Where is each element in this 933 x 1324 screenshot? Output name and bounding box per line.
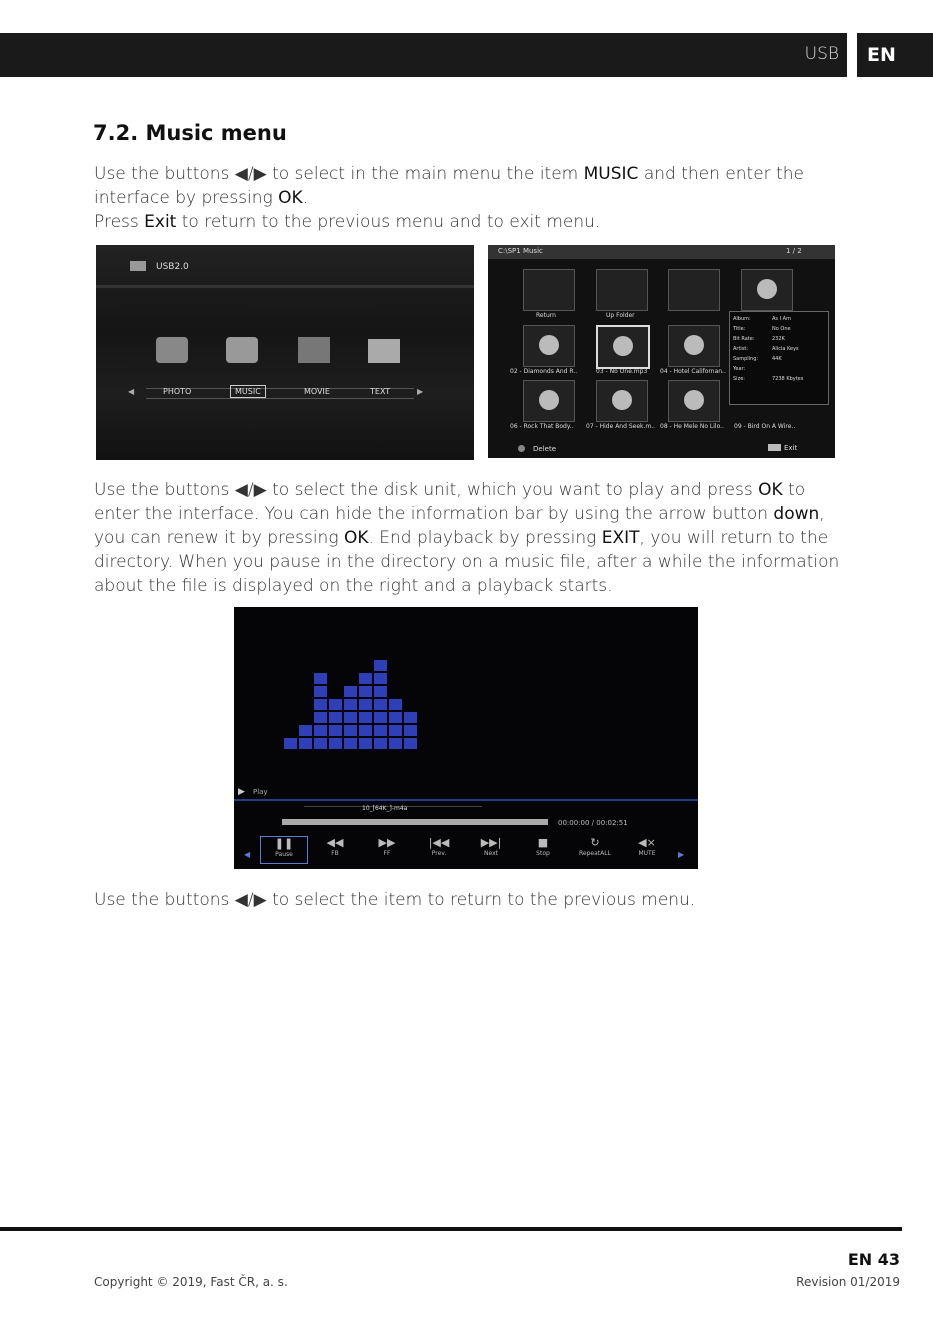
- eq-segment: [359, 738, 372, 749]
- play-state: Play: [253, 788, 268, 796]
- eq-segment: [389, 699, 402, 710]
- page-number: EN 43: [847, 1250, 900, 1269]
- folder-path: C:\SP1 Music: [498, 247, 543, 255]
- control-label: MUTE: [638, 850, 656, 857]
- eq-segment: [389, 725, 402, 736]
- revision: Revision 01/2019: [796, 1275, 900, 1289]
- instructions-paragraph: Use the buttons ◀/▶ to select the disk unit, which you want to play and press OK to enter the interface. You can hide the information bar by using the arrow button down, you can renew it by pressing OK. End playback by pressing EXIT, you will return to the directory. When you pause in the directory on a music file, after a while the information about the file is displayed on the right and a playback starts.: [94, 480, 840, 596]
- eq-segment: [374, 673, 387, 684]
- music-icon: [226, 337, 258, 363]
- control-stop-button[interactable]: [520, 836, 566, 862]
- menu-item-music[interactable]: MUSIC: [230, 385, 266, 398]
- ff-icon: ▶▶: [378, 836, 396, 849]
- eq-segment: [389, 712, 402, 723]
- footer-divider: [0, 1227, 902, 1231]
- eq-segment: [344, 725, 357, 736]
- pause-icon: ❚❚: [274, 837, 294, 850]
- info-key: Album:: [733, 316, 751, 322]
- eq-segment: [344, 738, 357, 749]
- info-value: 7238 Kbytes: [772, 376, 804, 382]
- eq-segment: [374, 738, 387, 749]
- tile-label: 07 - Hide And Seek.m..: [586, 423, 656, 430]
- file-tile[interactable]: [523, 325, 575, 367]
- eq-segment: [314, 712, 327, 723]
- eq-segment: [374, 686, 387, 697]
- control-label: FB: [331, 850, 339, 857]
- info-key: Artist:: [733, 346, 749, 352]
- control-fb-button[interactable]: [312, 836, 358, 862]
- info-key: Bit Rate:: [733, 336, 755, 342]
- eq-segment: [404, 725, 417, 736]
- info-value: No One: [772, 326, 791, 332]
- tile-label: 03 - No One.mp3: [596, 368, 648, 375]
- stop-icon: ■: [537, 836, 549, 849]
- eq-segment: [314, 699, 327, 710]
- control-label: Pause: [275, 851, 293, 858]
- usb-icon: [130, 261, 146, 271]
- track-filename: 10_[64K_]-m4a: [362, 805, 408, 812]
- control-label: Next: [484, 850, 498, 857]
- folder-tile[interactable]: [668, 269, 720, 311]
- menu-item-text[interactable]: TEXT: [370, 387, 391, 396]
- usb-title: USB2.0: [156, 262, 189, 272]
- eq-segment: [344, 686, 357, 697]
- control-prev-button[interactable]: [416, 836, 462, 862]
- repeatall-icon: ↻: [590, 836, 600, 849]
- menu-item-movie[interactable]: MOVIE: [304, 387, 330, 396]
- eq-segment: [359, 725, 372, 736]
- info-key: Sampling:: [733, 356, 759, 362]
- eq-segment: [284, 738, 297, 749]
- control-label: Prev.: [431, 850, 447, 857]
- menu-item-photo[interactable]: PHOTO: [163, 387, 192, 396]
- file-tile-selected[interactable]: [596, 325, 650, 369]
- up-folder-tile[interactable]: [596, 269, 648, 311]
- file-tile[interactable]: [668, 380, 720, 422]
- file-tile[interactable]: [668, 325, 720, 367]
- controls-right-arrow-icon[interactable]: ▶: [678, 850, 685, 859]
- movie-icon: [298, 337, 330, 363]
- tile-label: Up Folder: [606, 312, 635, 319]
- info-key: Title:: [733, 326, 746, 332]
- tile-label: 02 - Diamonds And R..: [510, 368, 578, 375]
- eq-segment: [389, 738, 402, 749]
- control-label: FF: [383, 850, 391, 857]
- delete-label[interactable]: Delete: [533, 445, 556, 453]
- eq-segment: [359, 673, 372, 684]
- info-value: 44K: [772, 356, 782, 362]
- file-tile[interactable]: [523, 380, 575, 422]
- info-key: Size:: [733, 376, 745, 382]
- right-arrow-icon[interactable]: ▶: [417, 387, 424, 396]
- eq-segment: [374, 699, 387, 710]
- info-value: Alicia Keys: [772, 346, 799, 352]
- tile-label: 08 - He Mele No Lilo..: [660, 423, 724, 430]
- eq-segment: [404, 738, 417, 749]
- intro-paragraph: Use the buttons ◀/▶ to select in the main menu the item MUSIC and then enter the interface by pressing OK. Press Exit to return to the previous menu and to exit menu.: [94, 164, 804, 232]
- play-icon: ▶: [238, 787, 245, 797]
- progress-bar[interactable]: [282, 819, 548, 825]
- page-indicator: 1 / 2: [786, 247, 802, 255]
- eq-segment: [329, 738, 342, 749]
- eq-segment: [404, 712, 417, 723]
- photo-icon: [156, 337, 188, 363]
- control-label: Stop: [536, 850, 550, 857]
- eq-segment: [359, 712, 372, 723]
- delete-icon: [518, 445, 525, 452]
- control-mute-button[interactable]: [624, 836, 670, 862]
- eq-segment: [359, 686, 372, 697]
- left-arrow-icon[interactable]: ◀: [128, 387, 135, 396]
- info-value: 232K: [772, 336, 785, 342]
- tile-label: 06 - Rock That Body..: [510, 423, 574, 430]
- return-paragraph: Use the buttons ◀/▶ to select the item to return to the previous menu.: [94, 890, 696, 910]
- tile-label: 04 - Hotel Californan..: [660, 368, 726, 375]
- eq-segment: [329, 699, 342, 710]
- eq-segment: [299, 738, 312, 749]
- main-menu-screenshot: [96, 245, 474, 460]
- eq-segment: [359, 699, 372, 710]
- info-key: Year:: [733, 366, 746, 372]
- eq-segment: [314, 673, 327, 684]
- control-pause-button[interactable]: [260, 836, 308, 864]
- eq-segment: [299, 725, 312, 736]
- control-label: RepeatALL: [579, 850, 611, 857]
- control-next-button[interactable]: [468, 836, 514, 862]
- eq-segment: [374, 725, 387, 736]
- file-tile[interactable]: [596, 380, 648, 422]
- page-title: 7.2. Music menu: [93, 121, 287, 145]
- control-ff-button[interactable]: [364, 836, 410, 862]
- language-badge: EN: [857, 33, 933, 77]
- file-tile[interactable]: [741, 269, 793, 311]
- exit-label[interactable]: Exit: [784, 444, 798, 452]
- prev-icon: |◀◀: [428, 836, 450, 849]
- eq-segment: [344, 712, 357, 723]
- fb-icon: ◀◀: [326, 836, 344, 849]
- control-repeatall-button[interactable]: [572, 836, 618, 862]
- tile-label: 09 - Bird On A Wire..: [734, 423, 796, 430]
- next-icon: ▶▶|: [480, 836, 502, 849]
- section-label: USB: [804, 44, 839, 64]
- music-player-screenshot: [234, 607, 698, 869]
- eq-segment: [314, 725, 327, 736]
- header-bar: [0, 33, 847, 77]
- exit-key-icon: [768, 444, 781, 451]
- eq-segment: [374, 660, 387, 671]
- eq-segment: [314, 738, 327, 749]
- copyright: Copyright © 2019, Fast ČR, a. s.: [94, 1275, 288, 1289]
- mute-icon: ◀×: [638, 836, 656, 849]
- eq-segment: [329, 712, 342, 723]
- time-readout: 00:00:00 / 00:02:51: [558, 819, 628, 827]
- eq-segment: [374, 712, 387, 723]
- tile-label: Return: [536, 312, 556, 319]
- eq-segment: [329, 725, 342, 736]
- eq-segment: [344, 699, 357, 710]
- file-info-panel: [729, 311, 829, 405]
- text-icon: [368, 339, 400, 363]
- music-browser-screenshot: [488, 245, 835, 458]
- controls-left-arrow-icon[interactable]: ◀: [244, 850, 251, 859]
- eq-segment: [314, 686, 327, 697]
- info-value: As I Am: [772, 316, 791, 322]
- return-tile[interactable]: [523, 269, 575, 311]
